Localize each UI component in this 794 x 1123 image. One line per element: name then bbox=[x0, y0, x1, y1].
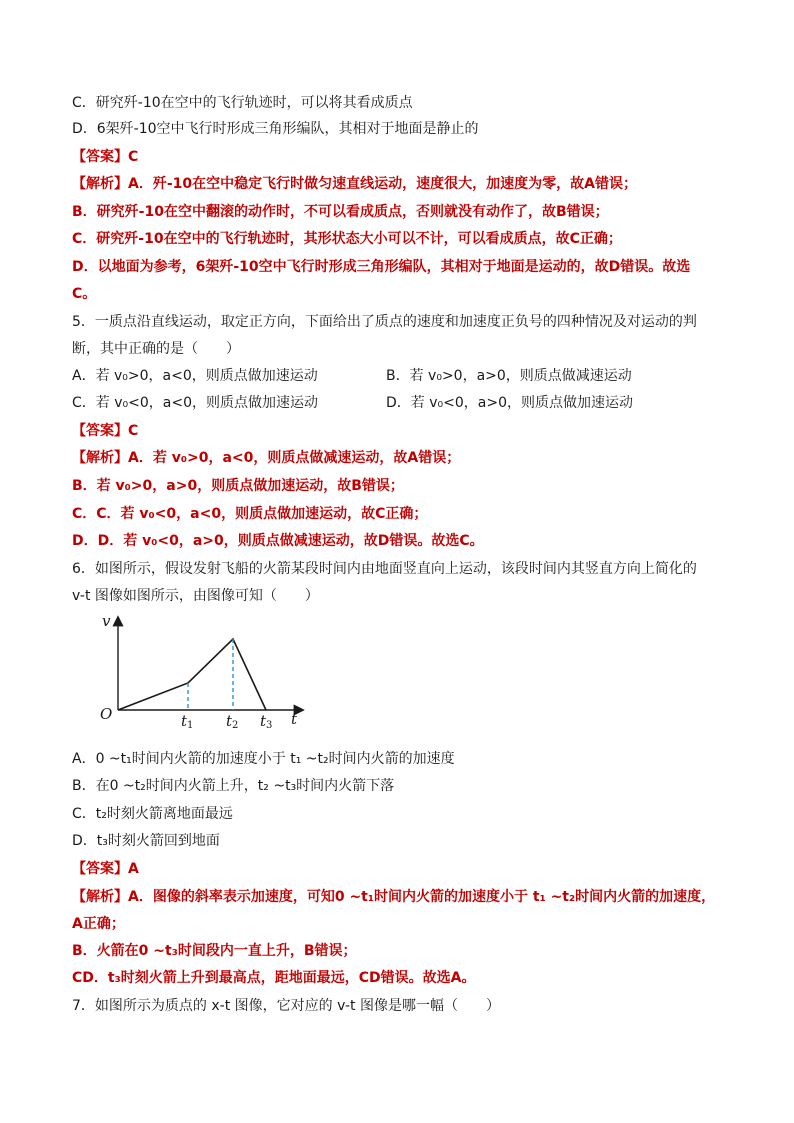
q4-explanation-d: D．以地面为参考，6架歼-10空中飞行时形成三角形编队，其相对于地面是运动的，故D错误。故选 bbox=[72, 259, 691, 275]
q4-explanation-d-cont: C。 bbox=[72, 286, 97, 302]
q6-stem-line1: 6．如图所示，假设发射飞船的火箭某段时间内由地面竖直向上运动，该段时间内其竖直方向上简化的 bbox=[72, 561, 697, 577]
t1-label: t bbox=[181, 712, 188, 728]
q4-option-c: C．研究歼-10在空中的飞行轨迹时，可以将其看成质点 bbox=[72, 95, 413, 111]
q6-option-d: D．t₃时刻火箭回到地面 bbox=[72, 833, 220, 849]
q6-option-a: A．0 ~t₁时间内火箭的加速度小于 t₁ ~t₂时间内火箭的加速度 bbox=[72, 751, 455, 767]
q5-explanation-d: D．D．若 v₀<0，a>0，则质点做减速运动，故D错误。故选C。 bbox=[72, 533, 484, 549]
t3-subscript: 3 bbox=[266, 720, 273, 728]
q5-stem-line1: 5．一质点沿直线运动，取定正方向，下面给出了质点的速度和加速度正负号的四种情况及对运动的判 bbox=[72, 314, 697, 330]
t3-label: t bbox=[260, 712, 267, 728]
vt-line bbox=[118, 639, 266, 710]
vt-graph bbox=[96, 608, 326, 728]
q5-answer: 【答案】C bbox=[72, 423, 139, 439]
q6-answer: 【答案】A bbox=[72, 861, 139, 877]
t2-label: t bbox=[226, 712, 233, 728]
q4-explanation-b: B．研究歼-10在空中翻滚的动作时，不可以看成质点，否则就没有动作了，故B错误； bbox=[72, 204, 609, 220]
q6-explanation-b: B．火箭在0 ~t₃时间段内一直上升，B错误； bbox=[72, 943, 357, 959]
q6-option-c: C．t₂时刻火箭离地面最远 bbox=[72, 806, 233, 822]
t1-subscript: 1 bbox=[187, 720, 194, 728]
t-axis-label: t bbox=[291, 710, 298, 728]
q6-option-b: B．在0 ~t₂时间内火箭上升，t₂ ~t₃时间内火箭下落 bbox=[72, 778, 395, 794]
q4-explanation-a: 【解析】A．歼-10在空中稳定飞行时做匀速直线运动，速度很大，加速度为零，故A错误； bbox=[72, 176, 637, 192]
q6-explanation-cd: CD．t₃时刻火箭上升到最高点，距地面最远，CD错误。故选A。 bbox=[72, 970, 476, 986]
q5-stem-line2: 断，其中正确的是（ ） bbox=[72, 341, 240, 357]
q5-explanation-b: B．若 v₀>0，a>0，则质点做加速运动，故B错误； bbox=[72, 478, 404, 494]
q4-explanation-c: C．研究歼-10在空中的飞行轨迹时，其形状态大小可以不计，可以看成质点，故C正确； bbox=[72, 231, 622, 247]
q6-explanation-a: 【解析】A．图像的斜率表示加速度，可知0 ~t₁时间内火箭的加速度小于 t₁ ~t₂时间内火箭的加速度， bbox=[72, 889, 716, 905]
t2-subscript: 2 bbox=[232, 720, 239, 728]
q5-option-b: B．若 v₀>0，a>0，则质点做减速运动 bbox=[386, 368, 632, 384]
q4-answer: 【答案】C bbox=[72, 149, 139, 165]
q6-stem-line2: v-t 图像如图所示，由图像可知（ ） bbox=[72, 588, 319, 604]
q7-stem: 7．如图所示为质点的 x-t 图像，它对应的 v-t 图像是哪一幅（ ） bbox=[72, 998, 500, 1014]
q5-explanation-a: 【解析】A．若 v₀>0，a<0，则质点做减速运动，故A错误； bbox=[72, 450, 461, 466]
origin-label: O bbox=[100, 705, 113, 723]
q5-option-d: D．若 v₀<0，a>0，则质点做加速运动 bbox=[386, 395, 633, 411]
q5-option-c: C．若 v₀<0，a<0，则质点做加速运动 bbox=[72, 395, 318, 411]
q6-explanation-a-cont: A正确； bbox=[72, 916, 125, 932]
v-axis-label: v bbox=[102, 612, 111, 630]
q5-option-a: A．若 v₀>0，a<0，则质点做加速运动 bbox=[72, 368, 318, 384]
q5-explanation-c: C．C．若 v₀<0，a<0，则质点做加速运动，故C正确； bbox=[72, 506, 428, 522]
q4-option-d: D．6架歼-10空中飞行时形成三角形编队，其相对于地面是静止的 bbox=[72, 121, 479, 137]
